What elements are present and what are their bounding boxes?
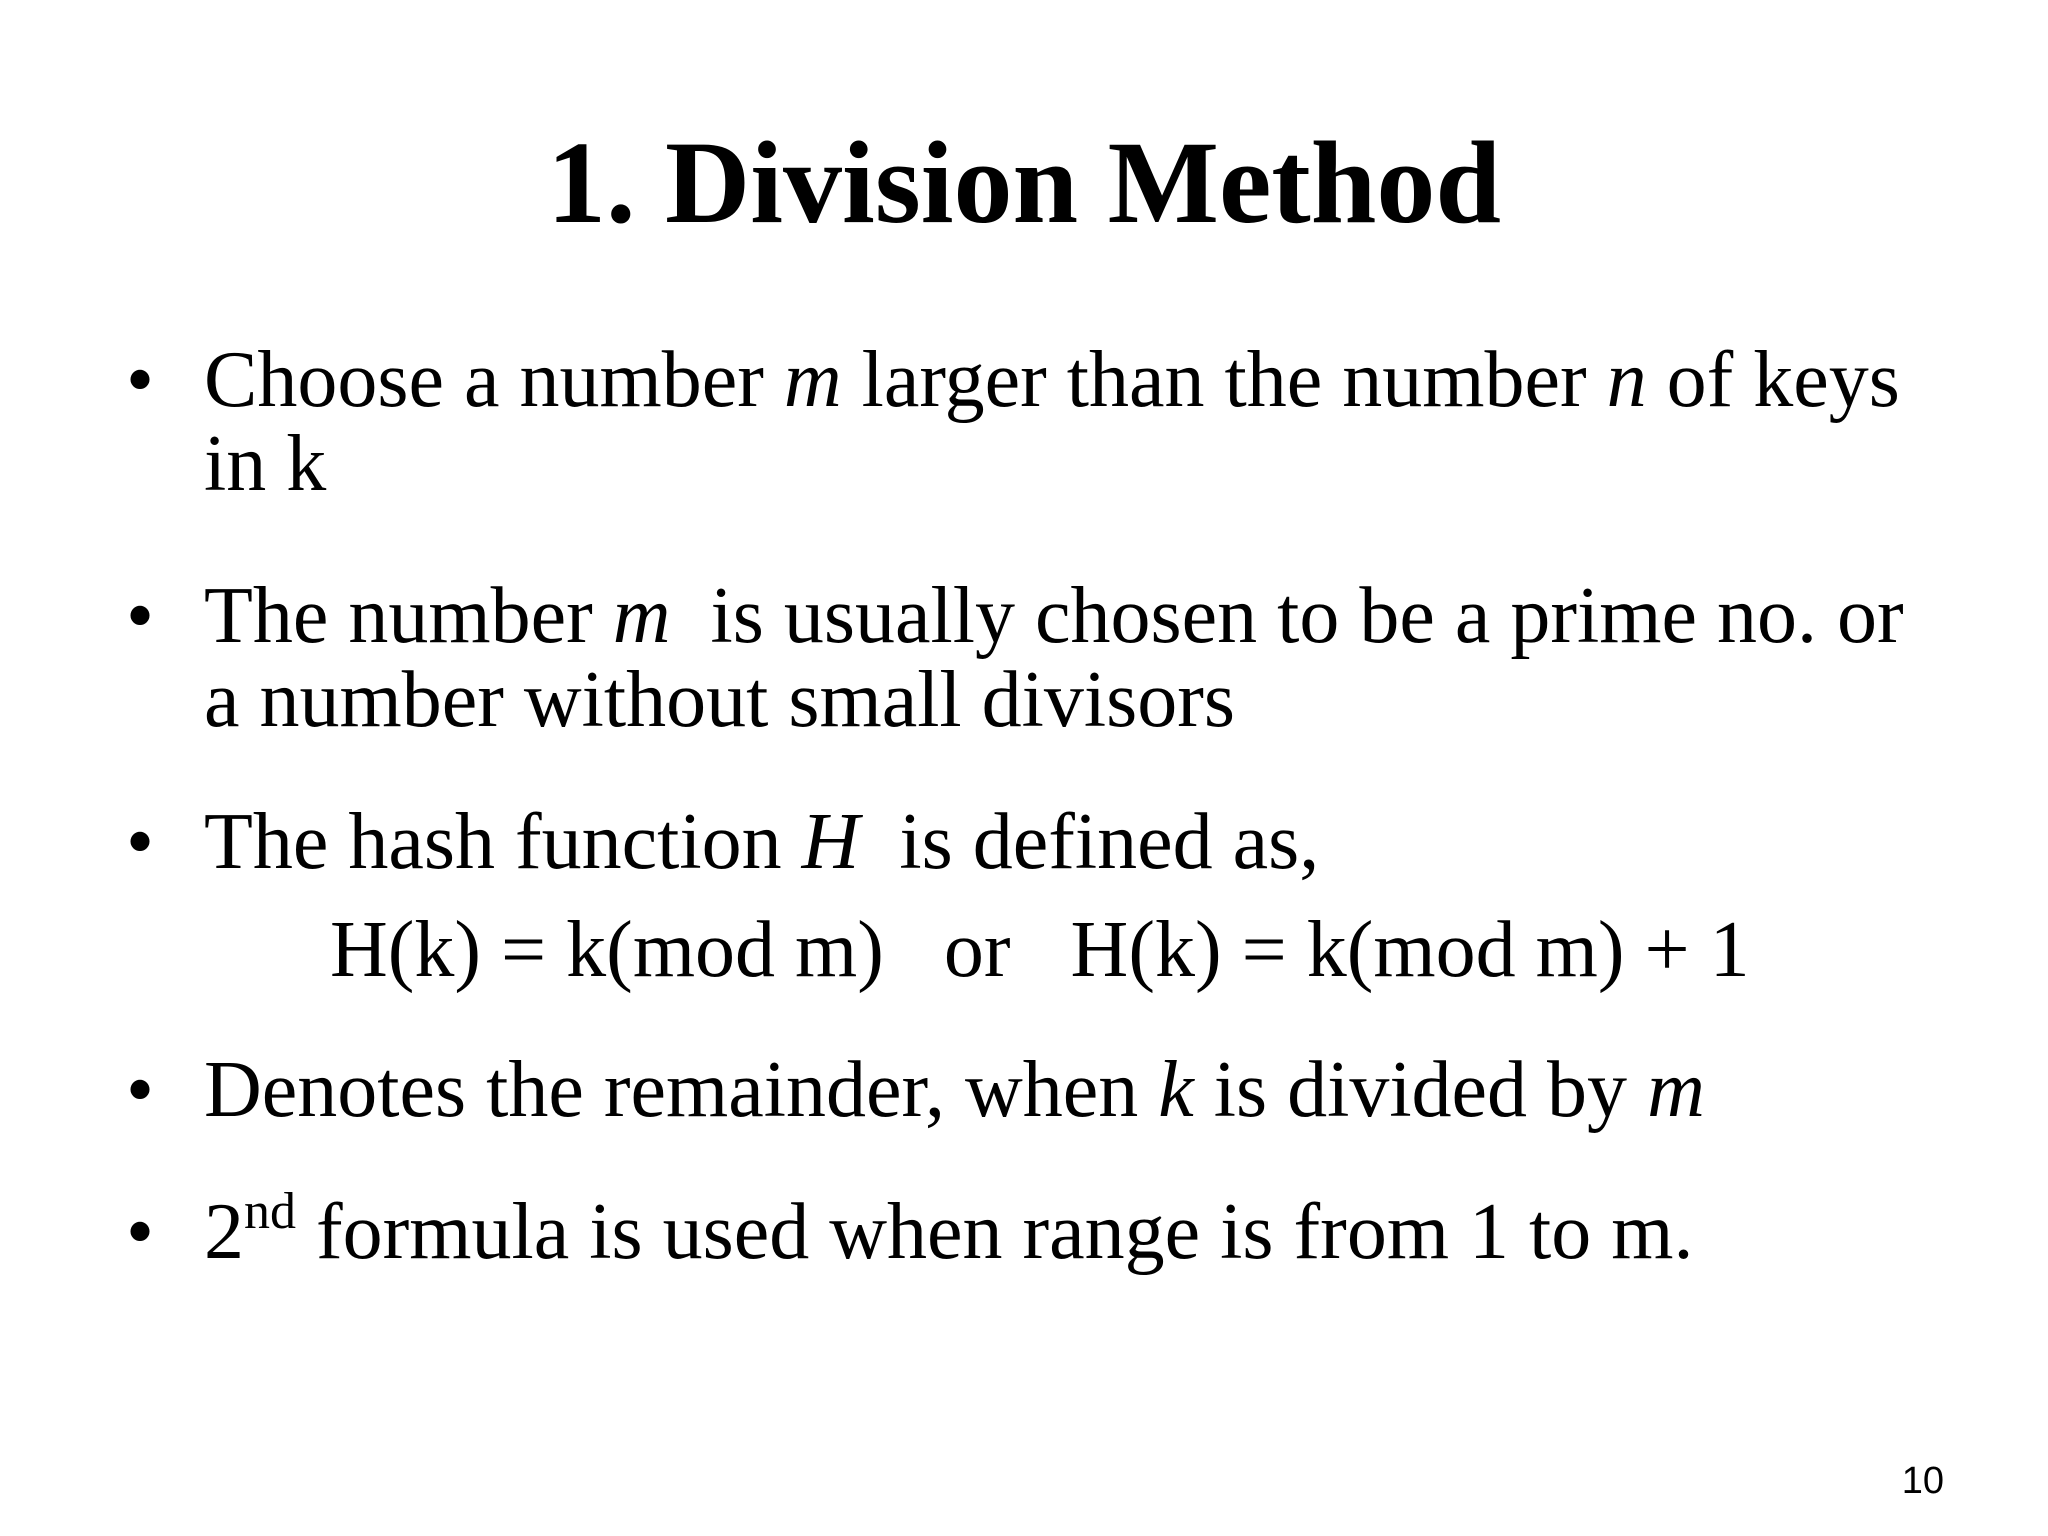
- slide-title: 1. Division Method: [547, 117, 1501, 248]
- variable-m: m: [783, 336, 842, 424]
- formula-left: H(k) = k(mod m): [330, 906, 884, 994]
- bullet-line: [204, 1048, 1705, 1132]
- text-run: of keys: [1646, 336, 1900, 424]
- bullet-text: [204, 800, 1319, 884]
- bullet-text: [204, 338, 1900, 506]
- text-run: Denotes the remainder, when: [204, 1046, 1159, 1134]
- bullet-line: [204, 574, 1904, 658]
- bullet-dot: •: [126, 798, 155, 886]
- text-run: larger than the number: [841, 336, 1607, 424]
- bullet-line: a number without small divisors: [204, 656, 1236, 744]
- variable-m: m: [612, 572, 671, 660]
- variable-n: n: [1606, 336, 1647, 424]
- text-run: is usually chosen to be a prime no. or: [670, 572, 1904, 660]
- text-run: The number: [204, 572, 613, 660]
- text-run: is divided by: [1193, 1046, 1648, 1134]
- text-run: formula is used when range is from 1 to m.: [296, 1188, 1694, 1276]
- bullet-line: [204, 338, 1900, 422]
- bullet-text: [204, 1183, 1694, 1276]
- bullet-dot: •: [126, 1188, 155, 1276]
- hash-formula: [330, 908, 1750, 992]
- ordinal-superscript: nd: [244, 1183, 296, 1240]
- variable-h: H: [801, 798, 860, 886]
- bullet-dot: •: [126, 336, 155, 424]
- bullet-text: [204, 1048, 1705, 1132]
- text-run: Choose a number: [204, 336, 784, 424]
- page-number: 10: [1901, 1460, 1944, 1502]
- formula-or: or: [943, 906, 1011, 994]
- bullet-line: [204, 1183, 1694, 1276]
- variable-k: k: [1158, 1046, 1194, 1134]
- text-run: is defined as,: [859, 798, 1320, 886]
- text-run: 2: [204, 1188, 244, 1276]
- bullet-line: [204, 800, 1319, 884]
- variable-m: m: [1647, 1046, 1705, 1134]
- bullet-dot: •: [126, 572, 155, 660]
- bullet-dot: •: [126, 1046, 155, 1134]
- text-run: The hash function: [204, 798, 802, 886]
- bullet-line: in k: [204, 420, 327, 508]
- formula-right: H(k) = k(mod m) + 1: [1070, 906, 1750, 994]
- bullet-text: [204, 574, 1904, 742]
